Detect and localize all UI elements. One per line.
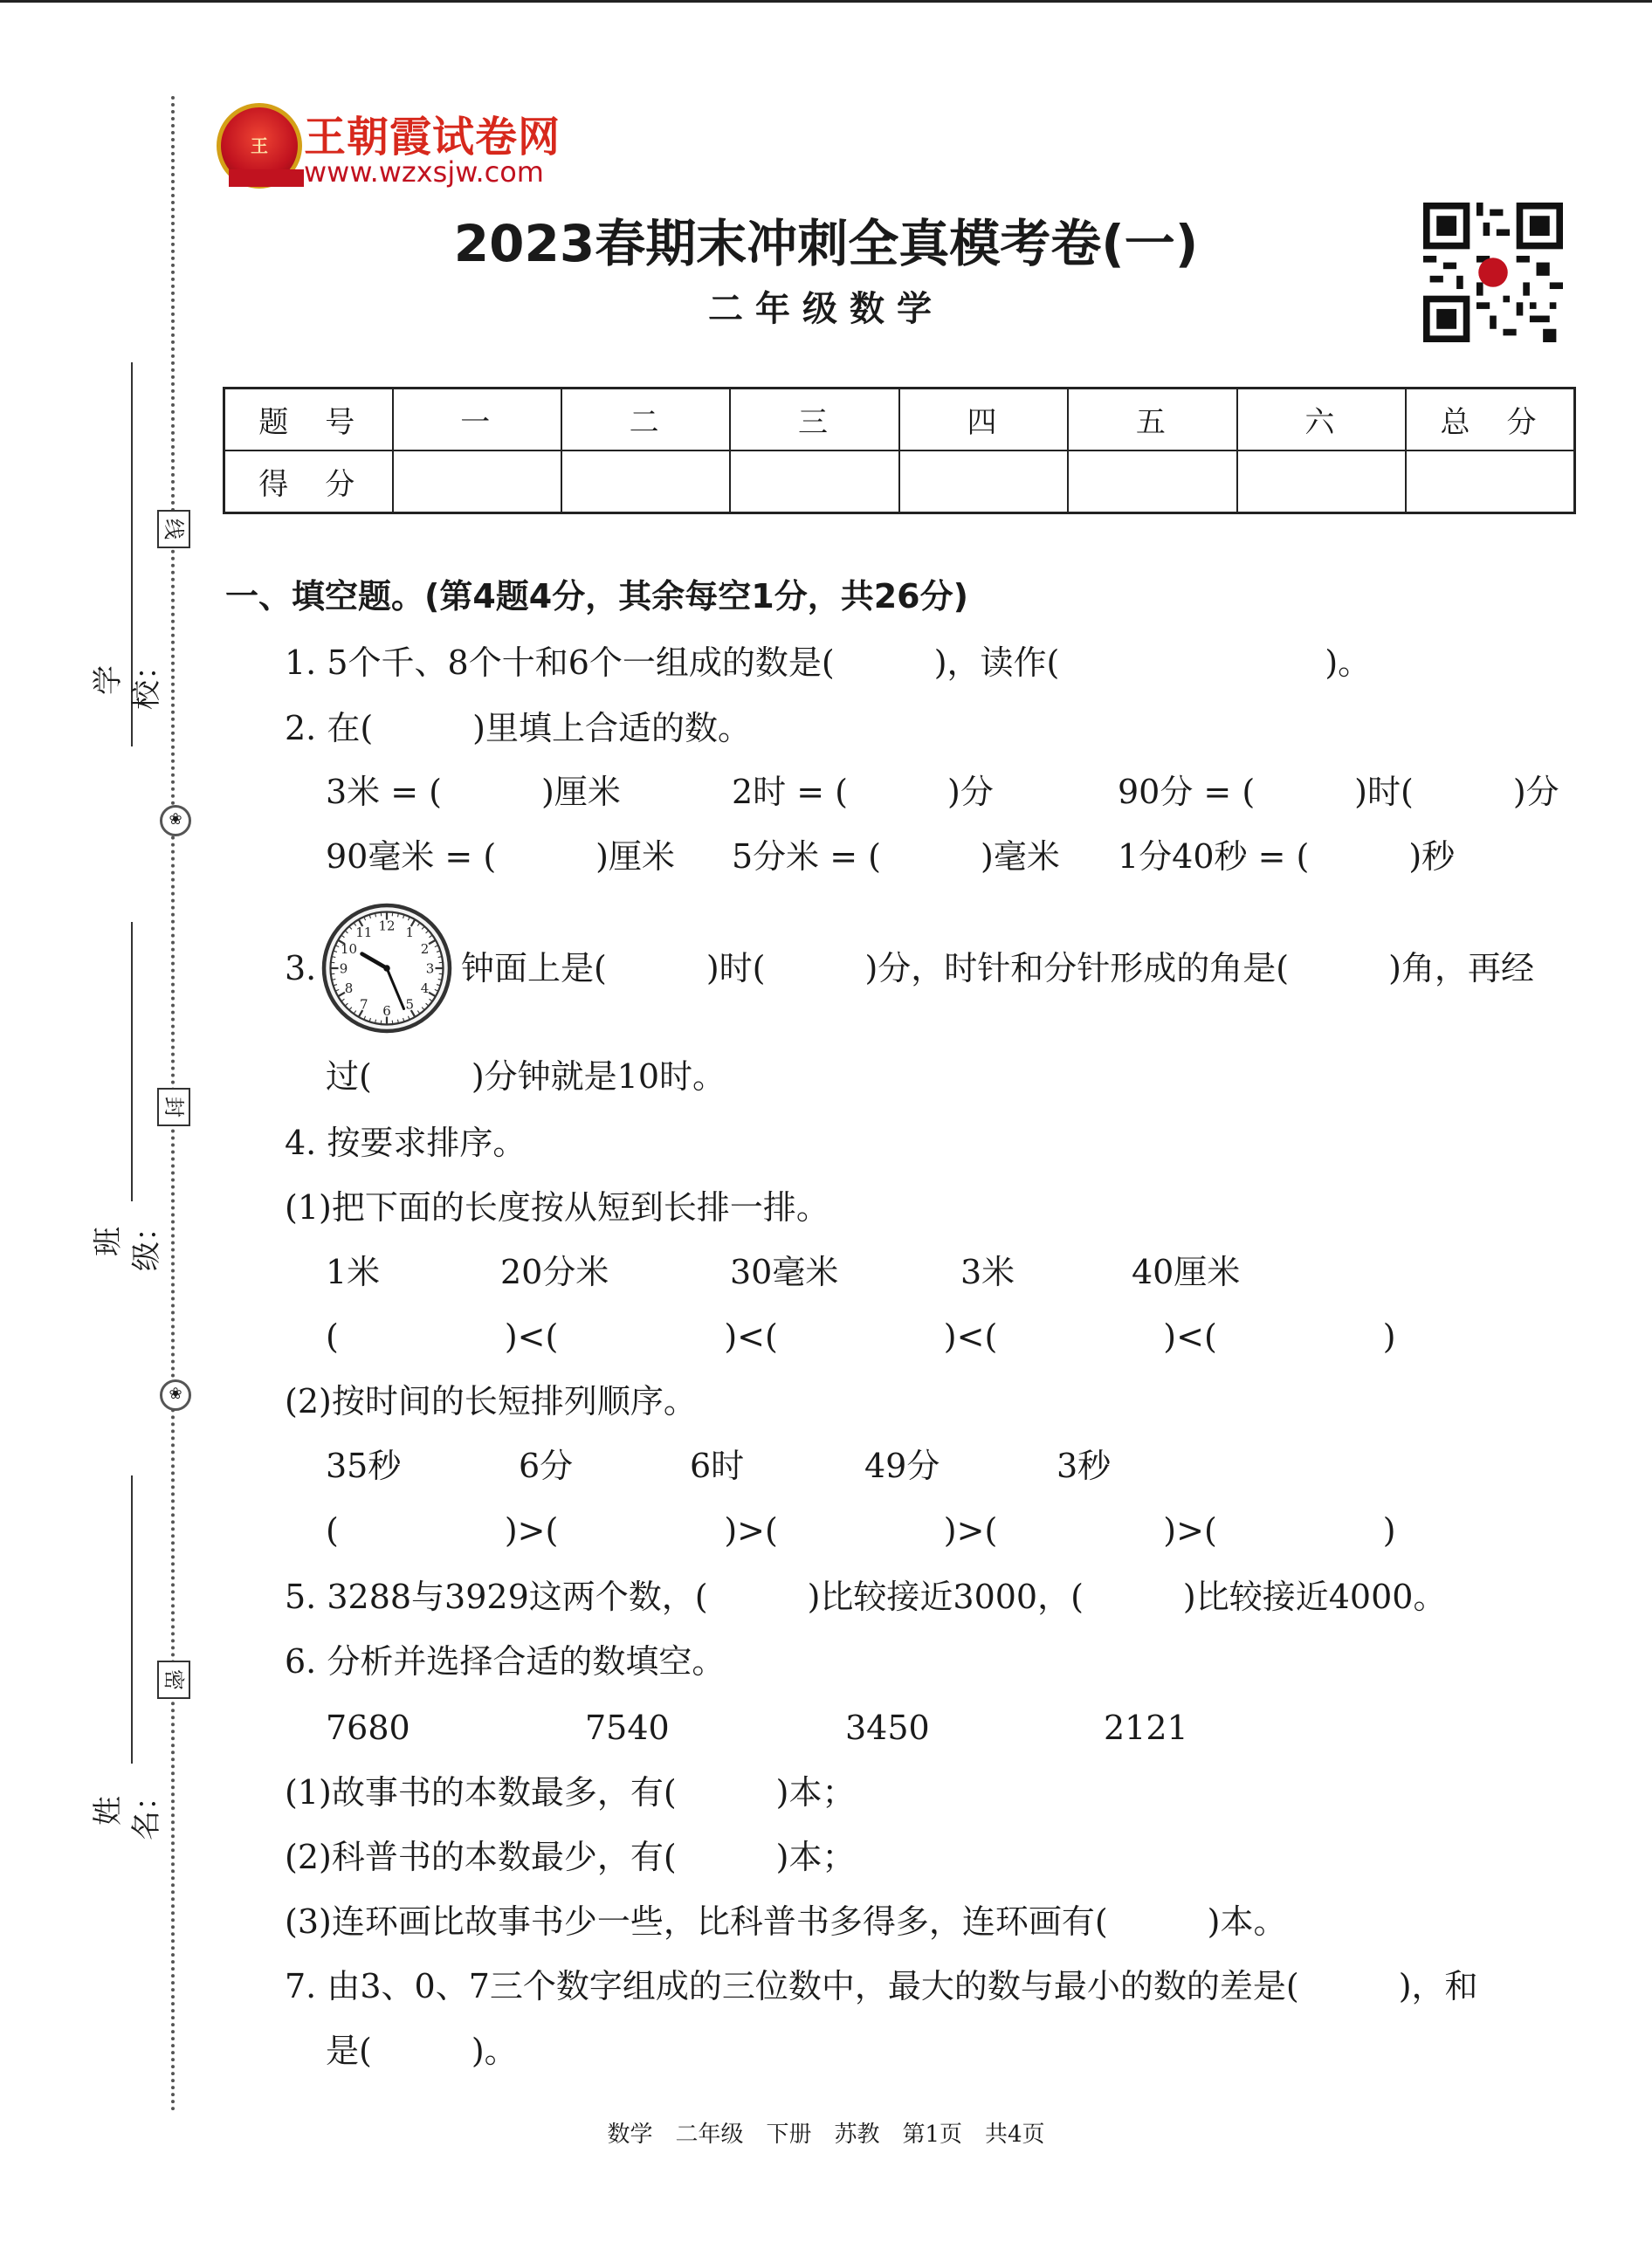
score-header-cell: 四 [899,389,1068,451]
question-6-part-1: (1)故事书的本数最多，有( )本； [285,1773,856,1812]
score-input-cell[interactable] [1237,450,1406,513]
svg-text:12: 12 [378,918,396,934]
school-label: 学校： [91,650,164,710]
score-input-cell[interactable] [899,450,1068,513]
q4-2-item: 6时 [690,1447,745,1485]
q4-2-item: 3秒 [1057,1447,1112,1485]
page-title: 2023春期末冲刺全真模考卷(一) [453,214,1199,273]
page-subtitle: 二年级数学 [708,289,944,329]
score-input-cell[interactable] [730,450,898,513]
question-4: 4. 按要求排序。 [285,1124,527,1162]
margin-emblem-icon: ❀ [160,805,191,836]
q4-1-item: 3米 [960,1253,1015,1291]
section1-title: 一、填空题。(第4题4分，其余每空1分，共26分) [225,577,968,616]
q2-item: 5分米 = ( )毫米 [732,837,1060,876]
page-footer: 数学 二年级 下册 苏教 第1页 共4页 [607,2122,1045,2148]
name-label: 姓名： [91,1781,164,1840]
score-input-cell[interactable] [1406,450,1574,513]
score-row-label: 得 分 [224,450,393,513]
svg-text:5: 5 [405,996,415,1013]
question-7-continued: 是( )。 [326,2032,518,2070]
question-6-part-3: (3)连环画比故事书少一些，比科普书多得多，连环画有( )本。 [285,1902,1287,1941]
margin-mark-seal: 封 [157,1088,190,1126]
svg-text:8: 8 [344,980,354,996]
svg-text:2: 2 [420,940,430,957]
svg-text:1: 1 [405,925,415,940]
logo-emblem-icon: 王 [217,103,302,189]
score-header-cell: 题 号 [224,389,393,451]
q2-item: 90分 = ( )时( )分 [1118,773,1559,811]
q6-item: 7680 [326,1709,410,1747]
svg-text:10: 10 [340,940,358,957]
name-write-line [131,1475,133,1764]
score-table [223,387,1576,514]
q4-2-item: 35秒 [326,1447,402,1485]
svg-text:6: 6 [382,1003,391,1019]
q4-2-answer-blanks[interactable]: ( )>( )>( )>( )>( ) [326,1511,1396,1550]
q4-2-item: 6分 [519,1447,574,1485]
score-header-cell: 二 [561,389,730,451]
margin-mark-secret: 密 [157,1661,190,1699]
score-input-cell[interactable] [393,450,561,513]
score-input-cell[interactable] [561,450,730,513]
top-border [0,0,1652,3]
svg-text:7: 7 [359,996,368,1013]
question-2: 2. 在( )里填上合适的数。 [285,709,751,747]
score-header-cell: 一 [393,389,561,451]
svg-text:11: 11 [355,925,373,940]
question-3-continued: 过( )分钟就是10时。 [326,1057,726,1096]
question-3-number: 3. [285,949,317,987]
q4-2-item: 49分 [864,1447,940,1485]
class-label: 班级： [91,1212,164,1271]
q6-item: 3450 [845,1709,930,1747]
q4-1-item: 1米 [326,1253,381,1291]
svg-text:9: 9 [339,960,348,977]
margin-mark-line: 线 [157,510,190,548]
q6-item: 7540 [585,1709,670,1747]
question-4-part-2: (2)按时间的长短排列顺序。 [285,1382,697,1420]
score-header-cell: 总 分 [1406,389,1574,451]
logo-text: 王朝霞试卷网 [304,113,561,162]
q2-item: 2时 = ( )分 [732,773,994,811]
clock-face-icon [321,903,452,1034]
score-table-score-row [224,450,1575,513]
score-table-header-row [224,389,1575,451]
question-7: 7. 由3、0、7三个数字组成的三位数中，最大的数与最小的数的差是( )，和 [285,1967,1478,2005]
q4-1-item: 40厘米 [1132,1253,1241,1291]
logo-ribbon [229,169,304,187]
logo-url[interactable]: www.wzxsjw.com [304,155,544,189]
q2-item: 90毫米 = ( )厘米 [326,837,676,876]
score-input-cell[interactable] [1068,450,1236,513]
question-6-part-2: (2)科普书的本数最少，有( )本； [285,1838,856,1876]
margin-emblem-icon: ❀ [160,1379,191,1411]
q4-1-item: 20分米 [500,1253,609,1291]
qr-code-icon [1423,203,1563,342]
question-6: 6. 分析并选择合适的数填空。 [285,1642,726,1681]
q2-item: 3米 = ( )厘米 [326,773,621,811]
score-header-cell: 三 [730,389,898,451]
q4-1-item: 30毫米 [730,1253,839,1291]
q4-1-answer-blanks[interactable]: ( )<( )<( )<( )<( ) [326,1317,1396,1356]
svg-text:3: 3 [425,960,435,977]
question-5: 5. 3288与3929这两个数，( )比较接近3000，( )比较接近4000。 [285,1578,1447,1616]
svg-text:4: 4 [420,980,430,996]
q6-item: 2121 [1104,1709,1188,1747]
question-3: 钟面上是( )时( )分，时针和分针形成的角是( )角，再经 [461,949,1534,987]
question-1: 1. 5个千、8个十和6个一组成的数是( )，读作( )。 [285,643,1372,682]
class-write-line [131,922,133,1201]
q2-item: 1分40秒 = ( )秒 [1118,837,1456,876]
score-header-cell: 五 [1068,389,1236,451]
score-header-cell: 六 [1237,389,1406,451]
question-4-part-1: (1)把下面的长度按从短到长排一排。 [285,1188,829,1227]
